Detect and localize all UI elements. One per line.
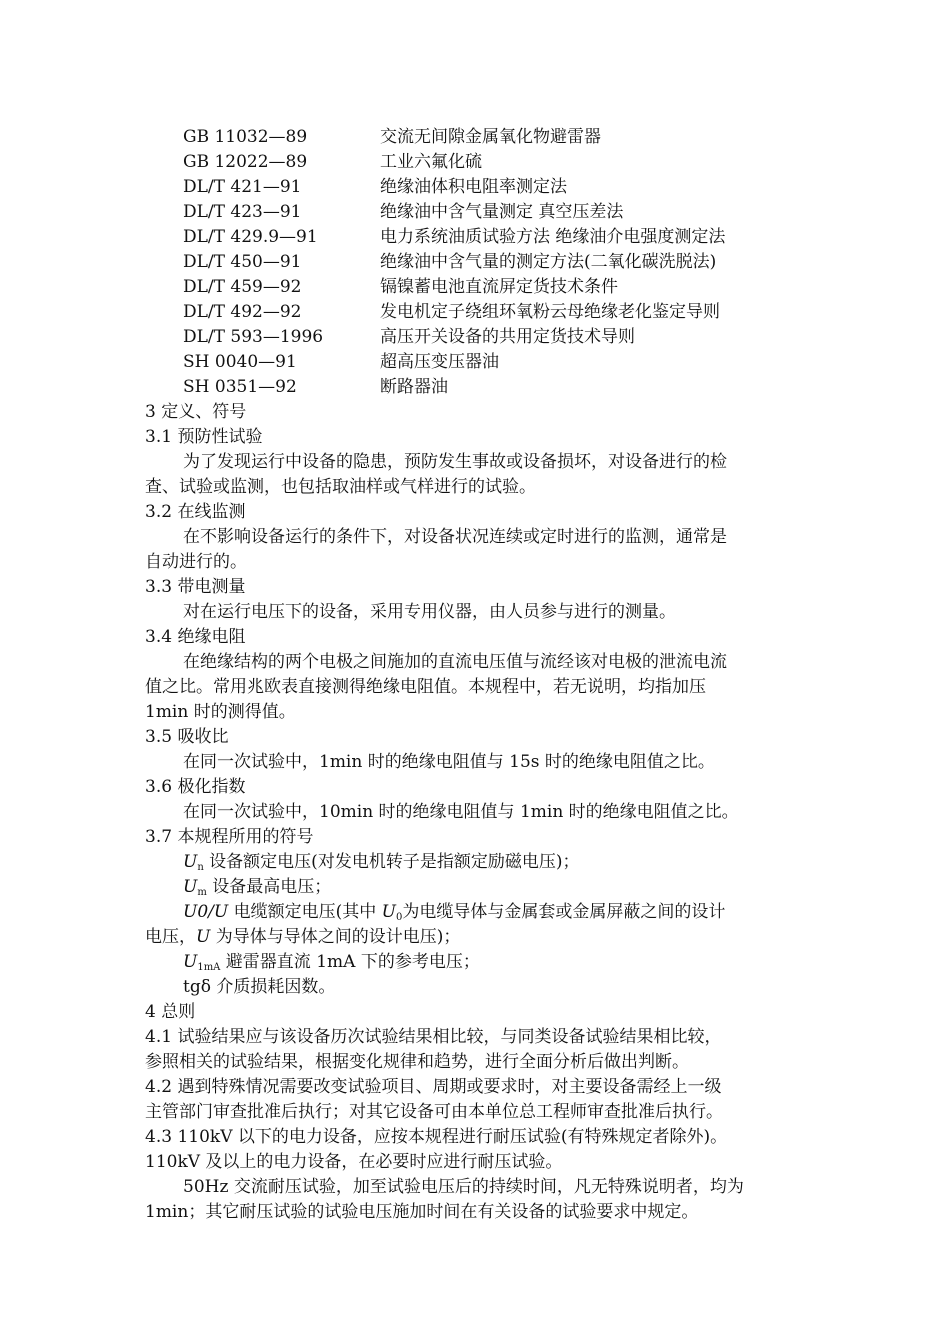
paragraph-line — [0, 1025, 950, 1050]
symbol-definition — [0, 925, 950, 950]
heading-text: 3.2 在线监测 — [145, 502, 246, 522]
standard-code: SH 0351—92 — [183, 377, 297, 397]
paragraph-text: 值之比。常用兆欧表直接测得绝缘电阻值。本规程中，若无说明，均指加压 — [145, 677, 706, 697]
standard-title: 绝缘油中含气量的测定方法(二氧化碳洗脱法) — [380, 252, 717, 272]
paragraph-line — [0, 550, 950, 575]
standard-title: 高压开关设备的共用定货技术导则 — [380, 327, 635, 347]
symbol-definition — [0, 975, 950, 1000]
paragraph-line — [0, 450, 950, 475]
heading-text: 3.6 极化指数 — [145, 777, 246, 797]
subsection-heading — [0, 425, 950, 450]
symbol: U — [196, 927, 211, 947]
paragraph-line — [0, 1125, 950, 1150]
subsection-heading — [0, 825, 950, 850]
standard-title: 断路器油 — [380, 377, 448, 397]
paragraph-text: 110kV 及以上的电力设备，在必要时应进行耐压试验。 — [145, 1152, 563, 1172]
symbol-subscript: 0 — [395, 912, 403, 923]
paragraph-line — [0, 650, 950, 675]
paragraph-line — [0, 1075, 950, 1100]
paragraph-line — [0, 525, 950, 550]
paragraph-text: 参照相关的试验结果，根据变化规律和趋势，进行全面分析后做出判断。 — [145, 1052, 689, 1072]
subsection-heading — [0, 575, 950, 600]
paragraph-text: 主管部门审查批准后执行；对其它设备可由本单位总工程师审查批准后执行。 — [145, 1102, 723, 1122]
reference-row — [0, 125, 950, 150]
heading-text: 3.1 预防性试验 — [145, 427, 263, 447]
standard-code: SH 0040—91 — [183, 352, 297, 372]
symbol-description: tgδ 介质损耗因数。 — [183, 977, 336, 997]
section-heading — [0, 1000, 950, 1025]
standard-title: 绝缘油体积电阻率测定法 — [380, 177, 567, 197]
symbol-description: 电压， — [145, 927, 196, 947]
reference-row — [0, 150, 950, 175]
symbol-line — [145, 925, 460, 950]
reference-row — [0, 175, 950, 200]
section-heading — [0, 400, 950, 425]
heading-text: 3.3 带电测量 — [145, 577, 246, 597]
symbol: U0/U — [183, 902, 229, 922]
paragraph-line — [0, 600, 950, 625]
standard-code: GB 12022—89 — [183, 152, 308, 172]
standard-code: DL/T 429.9—91 — [183, 227, 318, 247]
subsection-heading — [0, 775, 950, 800]
paragraph-line — [0, 750, 950, 775]
symbol-definition — [0, 850, 950, 875]
standard-title: 工业六氟化硫 — [380, 152, 482, 172]
paragraph-line — [0, 675, 950, 700]
reference-row — [0, 275, 950, 300]
standard-code: DL/T 459—92 — [183, 277, 302, 297]
symbol-subscript: n — [197, 862, 204, 873]
reference-row — [0, 350, 950, 375]
paragraph-line — [0, 1050, 950, 1075]
standard-code: DL/T 423—91 — [183, 202, 302, 222]
standard-title: 交流无间隙金属氧化物避雷器 — [380, 127, 601, 147]
heading-text: 4 总则 — [145, 1002, 196, 1022]
reference-row — [0, 300, 950, 325]
paragraph-text: 50Hz 交流耐压试验，加至试验电压后的持续时间，凡无特殊说明者，均为 — [183, 1177, 744, 1197]
heading-text: 3.5 吸收比 — [145, 727, 229, 747]
paragraph-text: 在同一次试验中，1min 时的绝缘电阻值与 15s 时的绝缘电阻值之比。 — [183, 752, 715, 772]
reference-row — [0, 250, 950, 275]
paragraph-line — [0, 1150, 950, 1175]
paragraph-line — [0, 1175, 950, 1200]
standard-code: DL/T 421—91 — [183, 177, 302, 197]
symbol-definition — [0, 875, 950, 900]
paragraph-text: 4.1 试验结果应与该设备历次试验结果相比较，与同类设备试验结果相比较， — [145, 1027, 722, 1047]
symbol-subscript: 1mA — [197, 962, 221, 973]
paragraph-text: 在绝缘结构的两个电极之间施加的直流电压值与流经该对电极的泄流电流 — [183, 652, 727, 672]
standard-title: 绝缘油中含气量测定 真空压差法 — [380, 202, 624, 222]
heading-text: 3.4 绝缘电阻 — [145, 627, 246, 647]
paragraph-line — [0, 700, 950, 725]
paragraph-text: 自动进行的。 — [145, 552, 247, 572]
paragraph-line — [0, 1100, 950, 1125]
standard-code: DL/T 593—1996 — [183, 327, 324, 347]
paragraph-line — [0, 475, 950, 500]
paragraph-text: 4.2 遇到特殊情况需要改变试验项目、周期或要求时，对主要设备需经上一级 — [145, 1077, 722, 1097]
paragraph-text: 为了发现运行中设备的隐患，预防发生事故或设备损坏，对设备进行的检 — [183, 452, 727, 472]
symbol-line — [183, 850, 579, 875]
heading-text: 3.7 本规程所用的符号 — [145, 827, 314, 847]
symbol: U — [183, 877, 198, 897]
reference-row — [0, 375, 950, 400]
symbol-line — [183, 875, 331, 900]
symbol: U — [183, 952, 198, 972]
symbol-description: 设备额定电压(对发电机转子是指额定励磁电压)； — [203, 852, 580, 872]
reference-row — [0, 325, 950, 350]
symbol-definition — [0, 900, 950, 925]
symbol: U — [183, 852, 198, 872]
paragraph-text: 在同一次试验中，10min 时的绝缘电阻值与 1min 时的绝缘电阻值之比。 — [183, 802, 739, 822]
standard-code: DL/T 450—91 — [183, 252, 302, 272]
symbol-description: 为电缆导体与金属套或金属屏蔽之间的设计 — [402, 902, 726, 922]
standard-title: 发电机定子绕组环氧粉云母绝缘老化鉴定导则 — [380, 302, 720, 322]
reference-row — [0, 200, 950, 225]
subsection-heading — [0, 500, 950, 525]
paragraph-text: 查、试验或监测，也包括取油样或气样进行的试验。 — [145, 477, 536, 497]
reference-row — [0, 225, 950, 250]
paragraph-text: 1min 时的测得值。 — [145, 702, 296, 722]
standard-title: 电力系统油质试验方法 绝缘油介电强度测定法 — [380, 227, 726, 247]
standard-title: 超高压变压器油 — [380, 352, 499, 372]
paragraph-text: 在不影响设备运行的条件下，对设备状况连续或定时进行的监测，通常是 — [183, 527, 727, 547]
symbol-description: 避雷器直流 1mA 下的参考电压； — [220, 952, 480, 972]
symbol-description: 为导体与导体之间的设计电压)； — [210, 927, 461, 947]
symbol-line — [183, 900, 725, 925]
symbol-description: 电缆额定电压(其中 — [228, 902, 382, 922]
symbol-definition — [0, 950, 950, 975]
symbol-subscript: m — [197, 887, 207, 898]
standard-code: GB 11032—89 — [183, 127, 308, 147]
paragraph-line — [0, 1200, 950, 1225]
subsection-heading — [0, 625, 950, 650]
subsection-heading — [0, 725, 950, 750]
paragraph-text: 4.3 110kV 以下的电力设备，应按本规程进行耐压试验(有特殊规定者除外)。 — [145, 1127, 728, 1147]
symbol: U — [381, 902, 396, 922]
symbol-description: 设备最高电压； — [206, 877, 332, 897]
heading-text: 3 定义、符号 — [145, 402, 247, 422]
standard-title: 镉镍蓄电池直流屏定货技术条件 — [380, 277, 618, 297]
standard-code: DL/T 492—92 — [183, 302, 302, 322]
paragraph-text: 对在运行电压下的设备，采用专用仪器，由人员参与进行的测量。 — [183, 602, 676, 622]
symbol-line — [183, 950, 480, 975]
paragraph-line — [0, 800, 950, 825]
paragraph-text: 1min；其它耐压试验的试验电压施加时间在有关设备的试验要求中规定。 — [145, 1202, 699, 1222]
